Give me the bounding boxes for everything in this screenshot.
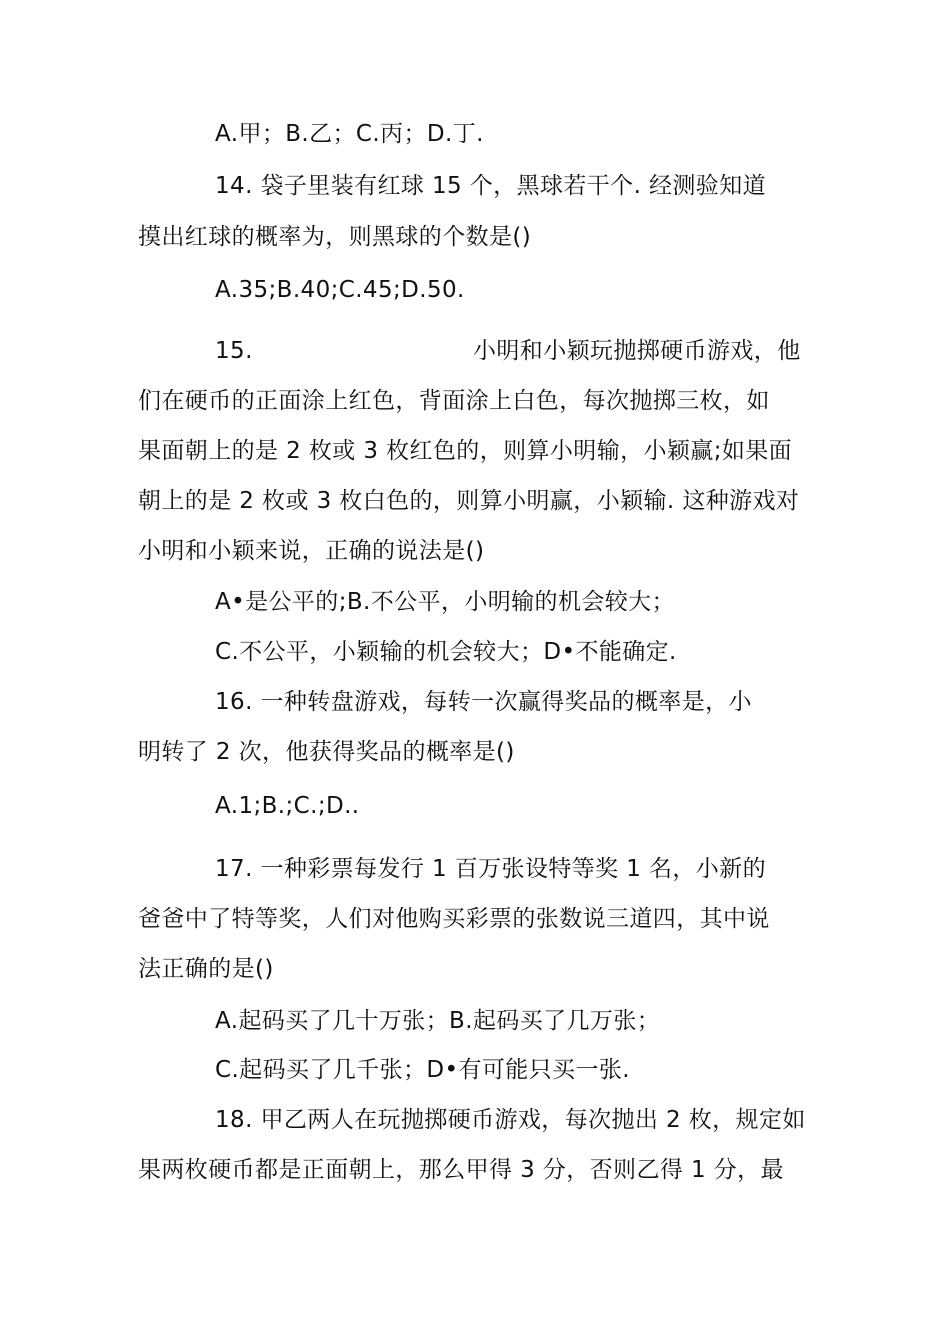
- q15-stem-line-2: 们在硬币的正面涂上红色，背面涂上白色，每次抛掷三枚，如: [138, 388, 770, 414]
- q18-stem-line-1: 18. 甲乙两人在玩抛掷硬币游戏，每次抛出 2 枚，规定如: [215, 1107, 806, 1133]
- q17-stem-line-1: 17. 一种彩票每发行 1 百万张设特等奖 1 名，小新的: [215, 856, 766, 882]
- q16-stem-line-1: 16. 一种转盘游戏，每转一次赢得奖品的概率是，小: [215, 689, 752, 715]
- q13-options: A.甲；B.乙；C.丙；D.丁.: [215, 121, 484, 147]
- q15-stem-line-1: 小明和小颖玩抛掷硬币游戏，他: [473, 338, 801, 364]
- q17-options-ab: A.起码买了几十万张；B.起码买了几万张；: [215, 1008, 661, 1034]
- q15-stem-line-5: 小明和小颖来说，正确的说法是(): [138, 538, 485, 564]
- q14-stem-line-2: 摸出红球的概率为，则黑球的个数是(): [138, 224, 532, 250]
- q15-stem-line-4: 朝上的是 2 枚或 3 枚白色的，则算小明赢，小颖输. 这种游戏对: [138, 488, 800, 514]
- q15-options-cd: C.不公平，小颖输的机会较大；D•不能确定.: [215, 639, 677, 665]
- q18-stem-line-2: 果两枚硬币都是正面朝上，那么甲得 3 分，否则乙得 1 分，最: [138, 1157, 784, 1183]
- q16-stem-line-2: 明转了 2 次，他获得奖品的概率是(): [138, 739, 515, 765]
- q14-options: A.35;B.40;C.45;D.50.: [215, 277, 465, 303]
- q15-number: 15.: [215, 338, 253, 364]
- q16-options: A.1;B.;C.;D..: [215, 793, 360, 819]
- q17-stem-line-2: 爸爸中了特等奖，人们对他购买彩票的张数说三道四，其中说: [138, 906, 770, 932]
- q15-options-ab: A•是公平的;B.不公平，小明输的机会较大；: [215, 589, 675, 615]
- q15-stem-line-3: 果面朝上的是 2 枚或 3 枚红色的，则算小明输，小颖赢;如果面: [138, 438, 793, 464]
- q14-stem-line-1: 14. 袋子里装有红球 15 个，黑球若干个. 经测验知道: [215, 173, 766, 199]
- q17-options-cd: C.起码买了几千张；D•有可能只买一张.: [215, 1057, 630, 1083]
- q17-stem-line-3: 法正确的是(): [138, 956, 274, 982]
